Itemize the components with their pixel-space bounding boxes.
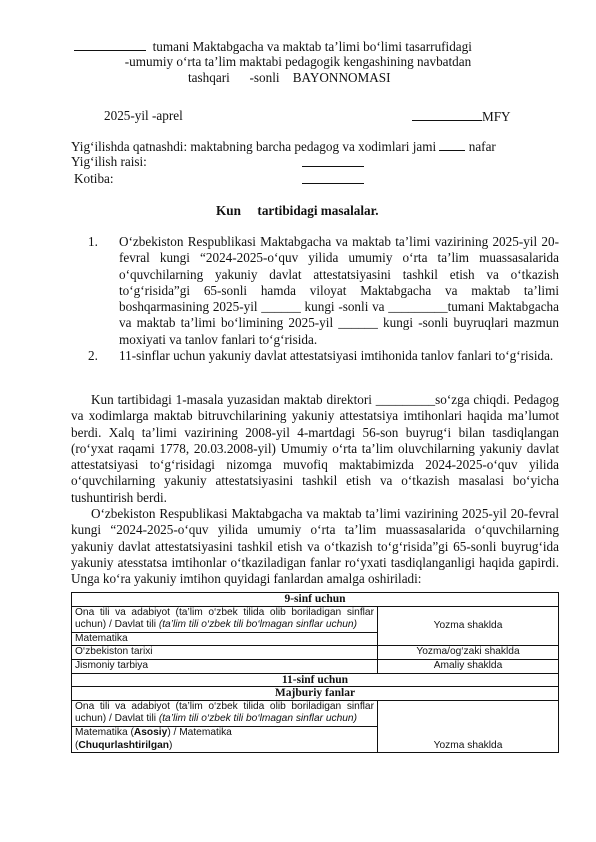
attendance-count-blank bbox=[439, 138, 465, 151]
school-blank bbox=[412, 108, 482, 121]
chair-label: Yig‘ilish raisi: bbox=[71, 154, 147, 169]
exam-subjects-table bbox=[71, 592, 559, 753]
attendance-line bbox=[71, 138, 496, 155]
body-paragraph-2: O‘zbekiston Respublikasi Maktabgacha va maktab ta’limi vazirining 2025-yil 20-fevral kungi “2024-2025-o‘quv yilida umumiy o‘rta ta’lim muassasalarida o‘quvchilarning yakuniy davlat attestatsiyasini tashkil etish va o‘tkazish to‘g‘risida”gi 65-sonli buyrug‘ida yakuniy atesstatsa imtihonlar o‘tkaziladigan fanlar ro‘yxati tasdiqlanganligi haqida gapirdi. Unga ko‘ra yakuniy imtihon quyidagi fanlardan amalga oshiriladi: bbox=[71, 506, 559, 587]
history-form-cell: Yozma/og‘zaki shaklda bbox=[378, 646, 559, 660]
body-paragraph-1: Kun tartibidagi 1-masala yuzasidan maktab direktori _________so‘zga chiqdi. Pedagog va xodimlarga maktab bitruvchilarining yakuniy attestatsiya imtihonlari haqida ma’lumot berdi. Xalq ta’limi vazirining 2008-yil 4-martdagi 56-son buyrug‘i bilan tasdiqlangan (ro‘yxat raqami 1778, 20.03.2008-yil) Umumiy o‘rta ta’lim oluvchilarning yakuniy davlat attestatsiyasi to‘g‘risidagi nizomga muvofiq maktabimizda 2024-2025-o‘quv yilida o‘quvchilarning yakuniy attestatsiyasini tashkil etish va o‘tkazish masalasi bo‘yicha tushuntirish berdi. bbox=[71, 392, 559, 505]
table-row bbox=[72, 700, 559, 726]
agenda-item-1-text: O‘zbekiston Respublikasi Maktabgacha va maktab ta’limi vazirining 2025-yil 20-fevral kungi “2024-2025-o‘quv yilida umumiy o‘rta ta’lim muassasalarida o‘quvchilarning yakuniy davlat attestatsiyasini tashkil etish va o‘tkazish to‘g‘risida”gi 65-sonli hamda viloyat Maktabgacha va maktab ta’limi boshqarmasining 2025-yil ______ kungi -sonli va _________tumani Maktabgacha va maktab ta’limi bo‘limining 2025-yil ______ kungi -sonli buyruqlari mazmun moxiyati va tanlov fanlari to‘g‘risida. bbox=[119, 234, 559, 347]
header-line-1-text: tumani Maktabgacha va maktab ta’limi bo‘limi tasarrufidagi bbox=[152, 39, 472, 54]
agenda-item-2-text: 11-sinflar uchun yakuniy davlat attestatsiyasi imtihonida tanlov fanlari to‘g‘risida. bbox=[119, 348, 554, 364]
grade-9-heading: 9-sinf uchun bbox=[72, 593, 559, 607]
agenda-list bbox=[71, 234, 559, 364]
table-row bbox=[72, 673, 559, 687]
pe-subject-cell: Jismoniy tarbiya bbox=[72, 659, 378, 673]
header-title: BAYONNOMASI bbox=[292, 70, 391, 85]
secretary-label: Kotiba: bbox=[74, 171, 114, 186]
header-line-3 bbox=[188, 70, 390, 86]
table-row bbox=[72, 687, 559, 701]
language-subject-11-cell: Ona tili va adabiyot (ta’lim o‘zbek tilida olib boriladigan sinflar uchun) / Davlat tili (ta’lim tili o‘zbek tili bo‘lmagan sinflar uchun) bbox=[72, 700, 378, 726]
attendance-suffix: nafar bbox=[468, 139, 496, 154]
agenda-heading bbox=[216, 203, 379, 219]
header-line-1 bbox=[74, 38, 472, 55]
math-11-subject-cell: Matematika (Asosiy) / Matematika (Chuqurlashtirilgan) bbox=[72, 726, 378, 752]
table-row bbox=[72, 646, 559, 660]
header-number: -sonli bbox=[249, 70, 280, 85]
math-subject-cell: Matematika bbox=[72, 632, 378, 646]
header-line-2: -umumiy o‘rta ta’lim maktabi pedagogik kengashining navbatdan bbox=[124, 54, 472, 69]
chair-blank bbox=[302, 154, 364, 171]
school-suffix: MFY bbox=[482, 109, 511, 124]
table-row bbox=[72, 659, 559, 673]
agenda-item-2 bbox=[71, 348, 559, 364]
agenda-item-1-number: 1. bbox=[88, 234, 98, 249]
grade-11-heading: 11-sinf uchun bbox=[72, 673, 559, 687]
written-form-11-cell: Yozma shaklda bbox=[378, 700, 559, 752]
pe-form-cell: Amaliy shaklda bbox=[378, 659, 559, 673]
history-subject-cell: O‘zbekiston tarixi bbox=[72, 646, 378, 660]
school-line bbox=[412, 108, 511, 125]
language-subject-cell: Ona tili va adabiyot (ta’lim o‘zbek tilida olib boriladigan sinflar uchun) / Davlat tili (ta’lim tili o‘zbek tili bo‘lmagan sinflar uchun) bbox=[72, 606, 378, 632]
attendance-text: Yig‘ilishda qatnashdi: maktabning barcha pedagog va xodimlari jami bbox=[71, 139, 437, 154]
protocol-date: 2025-yil -aprel bbox=[104, 108, 183, 123]
mandatory-subjects-heading: Majburiy fanlar bbox=[72, 687, 559, 701]
agenda-heading-b: tartibidagi masalalar. bbox=[257, 203, 379, 218]
agenda-item-2-number: 2. bbox=[88, 348, 98, 364]
table-row bbox=[72, 606, 559, 632]
secretary-blank bbox=[302, 171, 364, 188]
agenda-item-1 bbox=[71, 234, 559, 348]
table-row bbox=[72, 593, 559, 607]
agenda-heading-a: Kun bbox=[216, 203, 241, 218]
written-form-cell: Yozma shaklda bbox=[378, 606, 559, 646]
district-blank bbox=[74, 38, 146, 51]
header-tashqari: tashqari bbox=[188, 70, 230, 85]
